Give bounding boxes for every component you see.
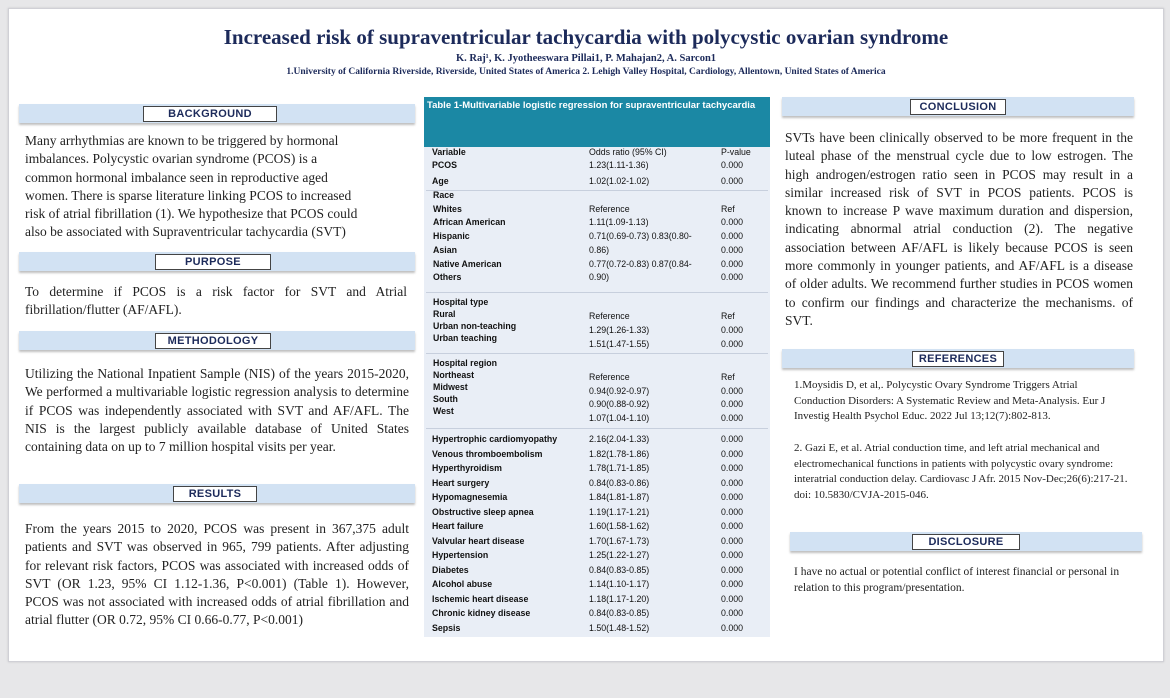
table-cell-pvalue: 0.000: [721, 463, 744, 473]
table-cell-variable: Ischemic heart disease: [432, 593, 529, 604]
table-cell-odds: 1.19(1.17-1.21): [589, 506, 650, 517]
methodology-text: Utilizing the National Inpatient Sample (NIS) of the years 2015-2020, We performed a multivariable logistic regression analysis to determine if PCOS was independently associated with SVT and AF/AFL. The NIS is the largest publicly available database of United States containing data on up to 7 million hospital visits per year.: [25, 366, 409, 455]
purpose-heading: PURPOSE: [155, 254, 271, 270]
table-cell-pvalue: 0.000: [721, 399, 744, 409]
table-cell-pvalue: 0.000: [721, 506, 744, 517]
background-line: imbalances. Polycystic ovarian syndrome (PCOS) is a: [25, 151, 318, 167]
conclusion-header-bar: [782, 97, 1134, 116]
methodology-header-bar: [19, 331, 415, 350]
reference-item: 2. Gazi E, et al. Atrial conduction time, and left atrial mechanical and electromechanical functions in patients with polycystic ovary syndrome: interatrial conduction delay. Cardiovasc J Afr. 2015 Nov-Dec;26(6):217-21. doi: 10.5830/CVJA-2015-046.: [794, 442, 1128, 501]
table-cell-variable: Hyperthyroidism: [432, 463, 502, 473]
table-cell-odds: 1.84(1.81-1.87): [589, 492, 650, 502]
table-cell-pvalue: 0.000: [721, 492, 744, 502]
table-cell-variable: Others: [433, 272, 462, 282]
results-text: From the years 2015 to 2020, PCOS was present in 367,375 adult patients and SVT was observed in 965, 799 patients. After adjusting for relevant risk factors, PCOS was associated with increased odds of SVT (OR 1.23, 95% CI 1.12-1.36, P<0.001) (Table 1). However, PCOS was not associated with increased odds of atrial fibrillation and atrial flutter (OR 0.72, 95% CI 0.66-0.77, P<0.001): [25, 521, 409, 628]
table-cell-pvalue: 0.000: [721, 272, 744, 282]
background-heading: BACKGROUND: [143, 106, 277, 122]
table-cell-pvalue: 0.000: [721, 477, 744, 488]
table-cell-variable: Hypertrophic cardiomyopathy: [432, 434, 558, 444]
poster-authors: K. Raj¹, K. Jyotheeswara Pillai1, P. Mahajan2, A. Sarcon1: [455, 53, 717, 64]
poster-affiliations: 1.University of California Riverside, Riverside, United States of America 2. Lehigh Valley Hospital, Cardiology, Allentown, United States of America: [286, 67, 886, 77]
table-cell-variable: Native American: [433, 259, 502, 269]
table-cell-pvalue: 0.000: [721, 564, 744, 575]
table-header-odds: Odds ratio (95% CI): [589, 147, 667, 157]
table-cell-pvalue: Ref: [721, 311, 735, 321]
table-divider: [426, 428, 768, 429]
references-header-bar: [782, 349, 1134, 368]
table-title: Table 1-Multivariable logistic regression for supraventricular tachycardia: [424, 97, 770, 147]
table-row: [432, 519, 762, 533]
table-cell-variable: Urban non-teaching: [433, 321, 517, 331]
table-cell-odds: 1.02(1.02-1.02): [589, 176, 650, 186]
table-cell-odds: 1.29(1.26-1.33): [589, 325, 650, 335]
table-row: [432, 461, 762, 475]
table-cell-odds: 0.84(0.83-0.85): [589, 608, 650, 618]
table-cell-odds: 1.25(1.22-1.27): [589, 550, 650, 560]
table-cell-odds: 0.84(0.83-0.86): [589, 477, 650, 488]
table-cell-odds: 1.70(1.67-1.73): [589, 535, 650, 546]
table-cell-odds: 1.23(1.11-1.36): [589, 160, 649, 170]
table-cell-variable: West: [433, 406, 454, 416]
table-cell-variable: Urban teaching: [433, 333, 498, 343]
references-heading: REFERENCES: [912, 351, 1004, 367]
table-cell-odds: 0.71(0.69-0.73) 0.83(0.80-: [589, 231, 692, 241]
table-group-label: Race: [433, 190, 455, 200]
table-cell-odds: 1.60(1.58-1.62): [589, 521, 650, 531]
disclosure-header-bar: [790, 532, 1142, 551]
table-cell-variable: PCOS: [432, 160, 457, 170]
table-cell-variable: Valvular heart disease: [432, 535, 525, 546]
background-line: Many arrhythmias are known to be triggered by hormonal: [25, 133, 339, 148]
table-cell-pvalue: 0.000: [721, 160, 744, 170]
table-row: [432, 563, 762, 577]
table-cell-pvalue: Ref: [721, 372, 735, 382]
table-cell-odds: 1.14(1.10-1.17): [589, 579, 650, 589]
table-row: [432, 592, 762, 606]
table-cell-pvalue: 0.000: [721, 608, 744, 618]
table-cell-variable: Hypomagnesemia: [432, 492, 508, 502]
table-group-label: Hospital region: [433, 358, 498, 368]
table-cell-odds: 0.90(0.88-0.92): [589, 399, 650, 409]
table-row: [432, 577, 762, 591]
background-line: risk of atrial fibrillation (1). We hypothesize that PCOS could: [25, 206, 358, 222]
background-text: [25, 132, 425, 242]
table-cell-odds: 0.77(0.72-0.83) 0.87(0.84-: [589, 259, 692, 269]
table-cell-variable: Hypertension: [432, 550, 489, 560]
table-cell-pvalue: 0.000: [721, 413, 744, 423]
results-header-bar: [19, 484, 415, 503]
table-cell-variable: Hispanic: [433, 231, 470, 241]
table-header-pvalue: P-value: [721, 147, 751, 157]
table-group-label: Hospital type: [433, 297, 489, 307]
table-cell-variable: Diabetes: [432, 564, 469, 575]
background-line: common hormonal imbalance seen in reproductive aged: [25, 169, 328, 185]
table-header-row: [432, 145, 762, 159]
table-cell-odds: Reference: [589, 372, 630, 382]
table-cell-odds: 1.07(1.04-1.10): [589, 413, 650, 423]
table-row: [432, 447, 762, 461]
table-cell-odds: 1.50(1.48-1.52): [589, 622, 650, 633]
table-row: [432, 505, 762, 519]
table-cell-odds: Reference: [589, 204, 630, 214]
table-cell-pvalue: 0.000: [721, 521, 744, 531]
table-cell-pvalue: 0.000: [721, 245, 744, 255]
table-cell-variable: South: [433, 394, 458, 404]
table-divider: [426, 190, 768, 191]
table-cell-odds: Reference: [589, 311, 630, 321]
table-cell-variable: Midwest: [433, 382, 468, 392]
background-line: women. There is sparse literature linking PCOS to increased: [25, 187, 352, 203]
disclosure-text: I have no actual or potential conflict of interest financial or personal in relation to this program/presentation.: [794, 566, 1120, 594]
table-cell-pvalue: 0.000: [721, 434, 744, 444]
table-cell-odds: 1.51(1.47-1.55): [589, 339, 650, 349]
purpose-header-bar: [19, 252, 415, 271]
table-cell-odds: 0.90): [589, 272, 610, 282]
table-cell-odds: 1.11(1.09-1.13): [589, 217, 649, 227]
table-cell-variable: Alcohol abuse: [432, 579, 493, 589]
background-header-bar: [19, 104, 415, 123]
table-cell-pvalue: 0.000: [721, 231, 744, 241]
table-cell-odds: 2.16(2.04-1.33): [589, 434, 650, 444]
conclusion-heading: CONCLUSION: [910, 99, 1006, 115]
table-cell-pvalue: 0.000: [721, 593, 744, 604]
table-cell-odds: 1.78(1.71-1.85): [589, 463, 650, 473]
table-row: [432, 476, 762, 490]
table-divider: [426, 353, 768, 354]
table-cell-pvalue: 0.000: [721, 325, 744, 335]
table-cell-pvalue: 0.000: [721, 448, 744, 459]
table-row: [432, 174, 762, 188]
table-cell-pvalue: 0.000: [721, 622, 744, 633]
table-row: [432, 534, 762, 548]
table-cell-variable: African American: [433, 217, 506, 227]
table-row: [432, 490, 762, 504]
table-divider: [426, 292, 768, 293]
background-line: also be associated with Supraventricular tachycardia (SVT): [25, 224, 346, 240]
table-row: [432, 432, 762, 446]
table-cell-variable: Sepsis: [432, 622, 461, 633]
methodology-heading: METHODOLOGY: [155, 333, 271, 349]
table-cell-variable: Heart failure: [432, 521, 484, 531]
table-cell-pvalue: 0.000: [721, 176, 744, 186]
table-cell-pvalue: Ref: [721, 204, 735, 214]
table-cell-odds: 0.86): [589, 245, 610, 255]
table-cell-variable: Venous thromboembolism: [432, 448, 543, 459]
purpose-text: To determine if PCOS is a risk factor for SVT and Atrial fibrillation/flutter (AF/AFL).: [25, 284, 407, 318]
table-cell-odds: 1.82(1.78-1.86): [589, 448, 650, 459]
table-cell-pvalue: 0.000: [721, 579, 744, 589]
table-cell-variable: Age: [432, 176, 449, 186]
table-cell-variable: Heart surgery: [432, 477, 490, 488]
table-row: [432, 606, 762, 620]
table-cell-pvalue: 0.000: [721, 217, 744, 227]
table-cell-variable: Chronic kidney disease: [432, 608, 531, 618]
disclosure-heading: DISCLOSURE: [912, 534, 1020, 550]
table-cell-odds: 1.18(1.17-1.20): [589, 593, 650, 604]
reference-item: 1.Moysidis D, et al,. Polycystic Ovary Syndrome Triggers Atrial Conduction Disorders: A Systematic Review and Meta-Analysis. Eur J Investig Health Psychol Educ. 2022 Jul 13;12(7):802-813.: [794, 379, 1106, 422]
table-cell-variable: Northeast: [433, 370, 475, 380]
poster-title: Increased risk of supraventricular tachycardia with polycystic ovarian syndrome: [223, 25, 949, 49]
results-heading: RESULTS: [173, 486, 257, 502]
table-cell-variable: Asian: [433, 245, 457, 255]
table-row: [432, 548, 762, 562]
conclusion-text: SVTs have been clinically observed to be more frequent in the luteal phase of the menstrual cycle due to low estrogen. The high androgen/estrogen ratio seen in PCOS may result in a similar increased risk of SVT in PCOS patients. PCOS is known to increase P wave maximum duration and dispersion, indicating abnormal atrial conduction (2). The negative association between AF/AFL is likely because PCOS is seen more commonly in younger patients, and AF/AFL is a disease of older adults. We recommend further studies in PCOS women to confirm our findings and characterize the mechanisms. of SVT.: [785, 130, 1133, 328]
table-cell-pvalue: 0.000: [721, 259, 744, 269]
table-cell-variable: Whites: [433, 204, 462, 214]
table-row: [432, 158, 762, 172]
table-cell-odds: 0.84(0.83-0.85): [589, 564, 650, 575]
table-cell-pvalue: 0.000: [721, 386, 744, 396]
table-header-variable: Variable: [432, 147, 466, 157]
table-cell-variable: Rural: [433, 309, 456, 319]
table-row: [432, 621, 762, 635]
table-cell-variable: Obstructive sleep apnea: [432, 506, 534, 517]
table-cell-odds: 0.94(0.92-0.97): [589, 386, 650, 396]
table-cell-pvalue: 0.000: [721, 550, 744, 560]
table-cell-pvalue: 0.000: [721, 535, 744, 546]
table-cell-pvalue: 0.000: [721, 339, 744, 349]
